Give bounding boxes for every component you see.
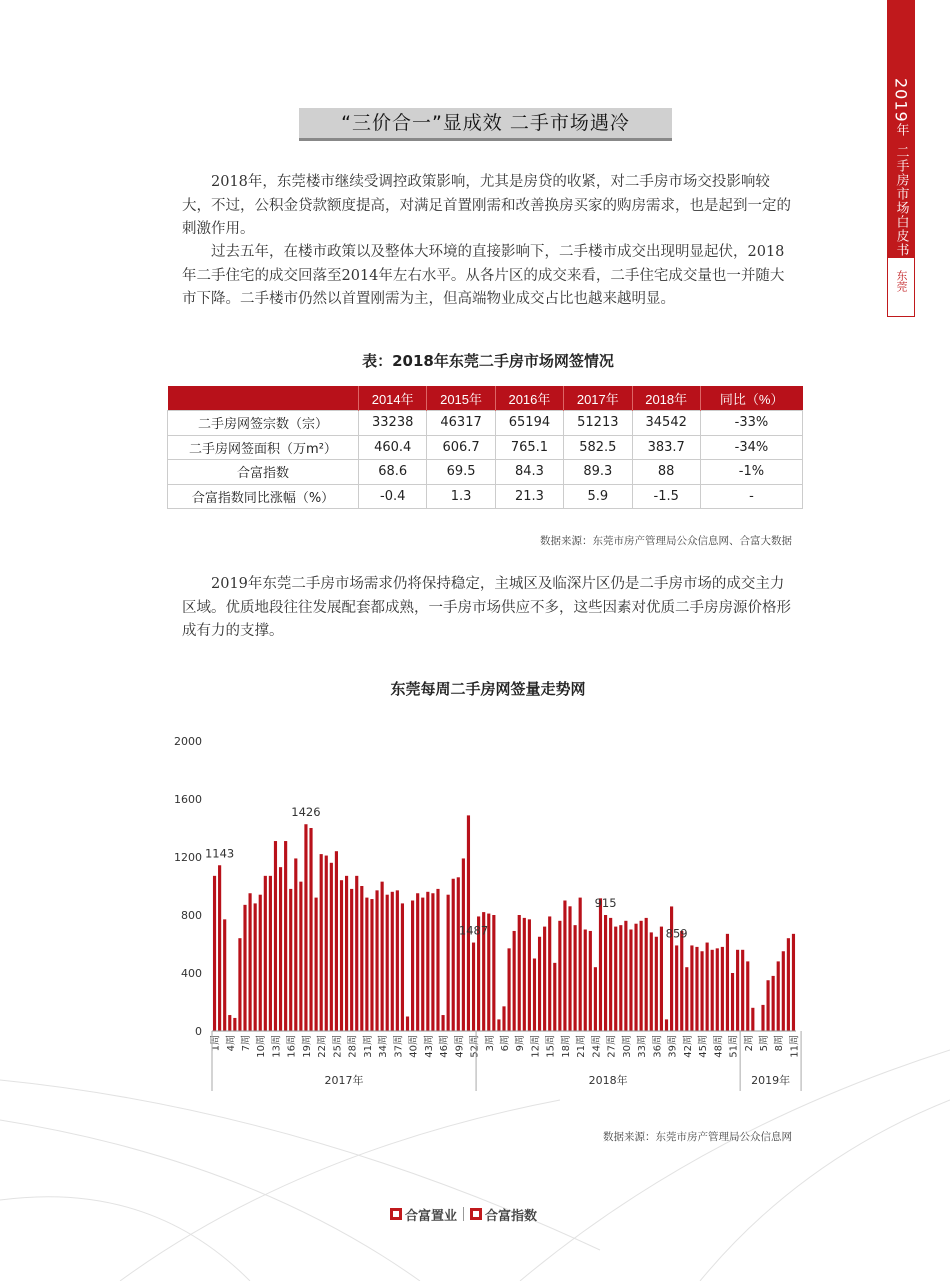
x-tick-label: 34周	[378, 1035, 390, 1058]
bar	[386, 895, 389, 1031]
table-cell: -	[700, 484, 802, 509]
bar	[695, 947, 698, 1031]
bar	[381, 882, 384, 1031]
y-tick-label: 0	[195, 1025, 202, 1038]
bar	[731, 973, 734, 1031]
table-cell: 84.3	[495, 460, 563, 485]
bar	[223, 919, 226, 1031]
y-tick-label: 800	[181, 909, 202, 922]
bar	[284, 841, 287, 1031]
bar	[406, 1017, 409, 1032]
bar	[243, 905, 246, 1031]
x-tick-label: 31周	[362, 1035, 374, 1058]
bar	[589, 931, 592, 1031]
bar	[233, 1018, 236, 1031]
bar	[218, 865, 221, 1031]
bar	[609, 918, 612, 1031]
bar	[289, 889, 292, 1031]
bar	[457, 877, 460, 1031]
bar	[330, 863, 333, 1031]
x-tick-label: 40周	[408, 1035, 420, 1058]
bar	[502, 1006, 505, 1031]
bar	[650, 932, 653, 1031]
bar	[761, 1005, 764, 1031]
bar	[726, 934, 729, 1031]
x-tick-label: 8周	[774, 1035, 786, 1052]
bar	[645, 918, 648, 1031]
table-header-cell: 2017年	[564, 386, 632, 411]
y-tick-label: 2000	[174, 735, 202, 748]
chart-title: 东莞每周二手房网签量走势网	[390, 680, 586, 698]
section-heading: “三价合一”显成效 二手市场遇冷	[299, 108, 672, 141]
table-header-cell: 同比（%）	[700, 386, 802, 411]
x-tick-label: 39周	[667, 1035, 679, 1058]
x-tick-label: 7周	[241, 1035, 253, 1052]
bar	[528, 919, 531, 1031]
bar	[462, 858, 465, 1031]
bar	[675, 945, 678, 1031]
bar	[568, 906, 571, 1031]
bar	[345, 876, 348, 1031]
bar	[254, 903, 257, 1031]
footer-brand-2: 合富指数	[485, 1208, 538, 1224]
bar	[543, 927, 546, 1031]
table-cell: 460.4	[359, 435, 427, 460]
bar	[411, 901, 414, 1032]
bar	[624, 921, 627, 1031]
bar	[777, 961, 780, 1031]
bar	[391, 892, 394, 1031]
table-header-cell: 2018年	[632, 386, 700, 411]
table-cell: -33%	[700, 411, 802, 436]
x-group-label: 2018年	[588, 1074, 628, 1087]
table-header-cell: 2016年	[495, 386, 563, 411]
bar	[249, 893, 252, 1031]
x-tick-label: 45周	[698, 1035, 710, 1058]
table-cell: -0.4	[359, 484, 427, 509]
table-header-cell: 2014年	[359, 386, 427, 411]
bar	[655, 937, 658, 1031]
table-cell: 5.9	[564, 484, 632, 509]
bar	[619, 925, 622, 1031]
side-tab-year-suffix: 年	[893, 122, 909, 137]
bar	[634, 924, 637, 1031]
chart-source: 数据来源：东莞市房产管理局公众信息网	[603, 1131, 792, 1143]
bar	[259, 895, 262, 1031]
table-cell: 34542	[632, 411, 700, 436]
bar	[365, 898, 368, 1031]
x-tick-label: 15周	[545, 1035, 557, 1058]
row-label: 二手房网签面积（万m²）	[168, 435, 359, 460]
table-cell: 21.3	[495, 484, 563, 509]
index-logo-icon	[470, 1208, 482, 1220]
bar	[320, 854, 323, 1031]
bar	[375, 890, 378, 1031]
bar	[685, 967, 688, 1031]
side-tab-year: 2019	[891, 78, 911, 123]
bar	[706, 943, 709, 1031]
bar	[447, 895, 450, 1031]
bar	[736, 950, 739, 1031]
x-tick-label: 21周	[576, 1035, 588, 1058]
paragraph-2: 过去五年，在楼市政策以及整体大环境的直接影响下，二手楼市成交出现明显起伏，2018年二手住宅的成交回落至2014年左右水平。从各片区的成交来看，二手住宅成交量也一并随大市下降。二手楼市仍然以首置刚需为主，但高端物业成交占比也越来越明显。	[182, 244, 785, 307]
x-tick-label: 49周	[454, 1035, 466, 1058]
x-tick-label: 36周	[652, 1035, 664, 1058]
data-label: 915	[594, 896, 617, 910]
x-tick-label: 3周	[484, 1035, 496, 1052]
x-tick-label: 13周	[271, 1035, 283, 1058]
data-label: 1487	[458, 923, 489, 938]
bar	[721, 947, 724, 1031]
bar	[563, 901, 566, 1032]
bar	[574, 925, 577, 1031]
table-cell: 33238	[359, 411, 427, 436]
bar	[279, 867, 282, 1031]
bar	[787, 938, 790, 1031]
x-tick-label: 52周	[469, 1035, 481, 1058]
bar	[660, 927, 663, 1031]
bar	[325, 856, 328, 1031]
bar	[614, 927, 617, 1031]
side-tab-report-name: 二手房市场白皮书	[893, 144, 909, 257]
bar	[772, 976, 775, 1031]
bar	[751, 1008, 754, 1031]
bar	[700, 951, 703, 1031]
bar	[523, 918, 526, 1031]
table-title: 表：2018年东莞二手房市场网签情况	[362, 352, 614, 370]
x-tick-label: 5周	[758, 1035, 770, 1052]
bar	[416, 893, 419, 1031]
x-tick-label: 43周	[423, 1035, 435, 1058]
x-tick-label: 1周	[210, 1035, 222, 1052]
bar	[370, 899, 373, 1031]
brand-logo-icon	[390, 1208, 402, 1220]
bar	[213, 876, 216, 1031]
bar	[294, 858, 297, 1031]
bar	[269, 876, 272, 1031]
x-tick-label: 19周	[301, 1035, 313, 1058]
bar	[436, 889, 439, 1031]
x-tick-label: 24周	[591, 1035, 603, 1058]
row-label: 合富指数	[168, 460, 359, 485]
x-group-label: 2019年	[751, 1074, 791, 1087]
x-tick-label: 33周	[637, 1035, 649, 1058]
bar	[355, 876, 358, 1031]
bar	[782, 951, 785, 1031]
footer-divider	[463, 1207, 464, 1221]
table-cell: 606.7	[427, 435, 495, 460]
bar	[497, 1019, 500, 1031]
data-label: 1143	[204, 846, 235, 861]
bar	[441, 1015, 444, 1031]
bar	[309, 828, 312, 1031]
footer-brand-1: 合富置业	[405, 1208, 458, 1224]
bar	[604, 915, 607, 1031]
table-source: 数据来源：东莞市房产管理局公众信息网、合富大数据	[540, 535, 792, 547]
table-cell: 383.7	[632, 435, 700, 460]
bar	[335, 851, 338, 1031]
side-tab-city: 东莞	[895, 270, 908, 292]
x-tick-label: 9周	[515, 1035, 527, 1052]
table-cell: -1%	[700, 460, 802, 485]
table-cell: 68.6	[359, 460, 427, 485]
x-tick-label: 11周	[789, 1035, 801, 1058]
bar	[553, 963, 556, 1031]
bar	[299, 882, 302, 1031]
x-tick-label: 48周	[713, 1035, 725, 1058]
x-tick-label: 12周	[530, 1035, 542, 1058]
bar	[360, 886, 363, 1031]
bar	[767, 980, 770, 1031]
table-cell: 65194	[495, 411, 563, 436]
x-tick-label: 37周	[393, 1035, 405, 1058]
row-label: 二手房网签宗数（宗）	[168, 411, 359, 436]
bar	[304, 824, 307, 1031]
x-tick-label: 30周	[621, 1035, 633, 1058]
bar	[538, 937, 541, 1031]
bar	[716, 948, 719, 1031]
bar	[421, 898, 424, 1031]
row-label: 合富指数同比涨幅（%）	[168, 484, 359, 509]
bar	[238, 938, 241, 1031]
table-cell: 51213	[564, 411, 632, 436]
bar	[401, 903, 404, 1031]
bar	[599, 898, 602, 1031]
x-tick-label: 16周	[286, 1035, 298, 1058]
bar	[670, 906, 673, 1031]
bar	[228, 1015, 231, 1031]
table-cell: 89.3	[564, 460, 632, 485]
x-tick-label: 51周	[728, 1035, 740, 1058]
table-cell: -34%	[700, 435, 802, 460]
bar	[274, 841, 277, 1031]
x-tick-label: 18周	[560, 1035, 572, 1058]
table-cell: -1.5	[632, 484, 700, 509]
bar	[640, 921, 643, 1031]
table-cell: 1.3	[427, 484, 495, 509]
bar	[680, 931, 683, 1031]
bar	[508, 948, 511, 1031]
y-tick-label: 1600	[174, 793, 202, 806]
table-cell: 69.5	[427, 460, 495, 485]
bar	[396, 890, 399, 1031]
bar	[426, 892, 429, 1031]
bar	[690, 945, 693, 1031]
bar	[431, 893, 434, 1031]
bar	[594, 967, 597, 1031]
x-tick-label: 46周	[439, 1035, 451, 1058]
bar	[629, 930, 632, 1032]
x-group-label: 2017年	[324, 1074, 364, 1087]
x-tick-label: 42周	[682, 1035, 694, 1058]
bar	[340, 880, 343, 1031]
x-tick-label: 22周	[317, 1035, 329, 1058]
x-tick-label: 25周	[332, 1035, 344, 1058]
bar	[492, 915, 495, 1031]
y-tick-label: 400	[181, 967, 202, 980]
table-cell: 582.5	[564, 435, 632, 460]
bar	[711, 950, 714, 1031]
table-cell: 88	[632, 460, 700, 485]
paragraph-1: 2018年，东莞楼市继续受调控政策影响，尤其是房贷的收紧，对二手房市场交投影响较大，不过，公积金贷款额度提高，对满足首置刚需和改善换房买家的购房需求，也是起到一定的刺激作用。	[182, 174, 791, 237]
bar	[472, 943, 475, 1031]
data-label: 859	[665, 926, 688, 941]
x-tick-label: 2周	[743, 1035, 755, 1052]
bar	[579, 898, 582, 1031]
footer-logo	[390, 1204, 537, 1224]
bar	[665, 1019, 668, 1031]
data-label: 1426	[291, 805, 321, 820]
x-tick-label: 27周	[606, 1035, 618, 1058]
table-header-cell: 2015年	[427, 386, 495, 411]
bar	[746, 961, 749, 1031]
bar	[513, 931, 516, 1031]
bar	[533, 959, 536, 1032]
bar	[741, 950, 744, 1031]
x-tick-label: 10周	[256, 1035, 268, 1058]
bar	[584, 930, 587, 1032]
bar	[315, 898, 318, 1031]
bar	[452, 879, 455, 1031]
bar	[792, 934, 795, 1031]
table-cell: 765.1	[495, 435, 563, 460]
bar	[350, 889, 353, 1031]
y-tick-label: 1200	[174, 851, 202, 864]
bar	[558, 921, 561, 1031]
bar	[264, 876, 267, 1031]
table-cell: 46317	[427, 411, 495, 436]
paragraph-3: 2019年东莞二手房市场需求仍将保持稳定，主城区及临深片区仍是二手房市场的成交主力区域。优质地段往往发展配套都成熟，一手房市场供应不多，这些因素对优质二手房房源价格形成有力的支撑。	[182, 576, 791, 639]
bar	[548, 916, 551, 1031]
bar	[518, 915, 521, 1031]
x-tick-label: 6周	[500, 1035, 511, 1052]
x-tick-label: 4周	[225, 1035, 237, 1052]
x-tick-label: 28周	[347, 1035, 359, 1058]
